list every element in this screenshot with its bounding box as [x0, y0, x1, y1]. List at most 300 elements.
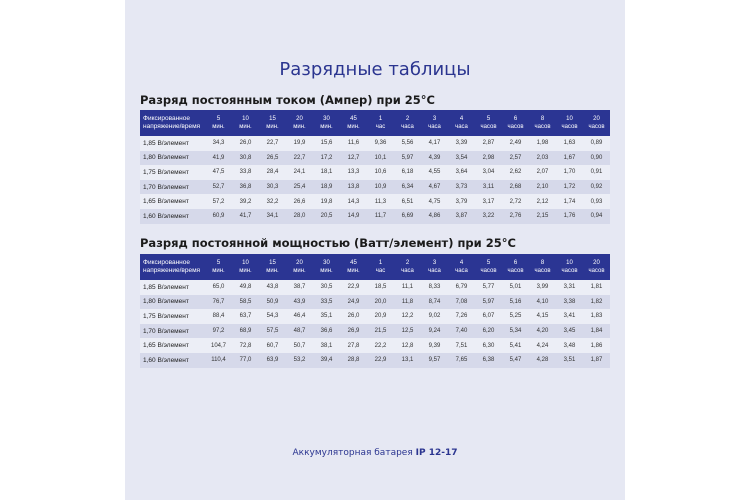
table-cell: 8,33 [421, 280, 448, 295]
table-cell: 50,7 [286, 338, 313, 353]
table-cell: 5,77 [475, 280, 502, 295]
table-cell: 2,57 [502, 151, 529, 166]
table-cell: 4,17 [421, 136, 448, 151]
column-header-value: 45 [350, 116, 357, 122]
table-cell: 35,1 [313, 309, 340, 324]
column-header [529, 110, 556, 136]
row-label: 1,60 В/элемент [140, 353, 205, 368]
table-cell: 7,26 [448, 309, 475, 324]
table-cell: 2,76 [502, 209, 529, 224]
column-header [448, 254, 475, 280]
column-header-unit: часов [507, 268, 524, 274]
table-cell: 4,24 [529, 338, 556, 353]
table-row [140, 338, 610, 353]
column-header-value: 8 [540, 260, 545, 266]
table-cell: 10,9 [367, 180, 394, 195]
row-label: 1,75 В/элемент [140, 165, 205, 180]
table-cell: 0,93 [583, 194, 610, 209]
table-cell: 3,38 [556, 295, 583, 310]
table-cell: 11,8 [394, 295, 421, 310]
column-header [448, 110, 475, 136]
table-cell: 3,99 [529, 280, 556, 295]
table-cell: 4,75 [421, 194, 448, 209]
column-header-unit: часов [480, 268, 497, 274]
column-header-unit: часа [428, 124, 441, 130]
column-header-value: 45 [350, 260, 357, 266]
column-header [394, 110, 421, 136]
table-cell: 11,7 [367, 209, 394, 224]
table-cell: 65,0 [205, 280, 232, 295]
table-cell: 47,5 [205, 165, 232, 180]
column-header-value: 30 [323, 116, 330, 122]
column-header-value: 4 [459, 116, 464, 122]
column-header-unit: часа [455, 268, 468, 274]
column-header [394, 254, 421, 280]
row-label: 1,80 В/элемент [140, 151, 205, 166]
column-header-value: 15 [269, 260, 276, 266]
table-cell: 0,89 [583, 136, 610, 151]
table-cell: 7,40 [448, 324, 475, 339]
table-cell: 2,98 [475, 151, 502, 166]
table-cell: 9,02 [421, 309, 448, 324]
column-header [421, 254, 448, 280]
column-header-value: 15 [269, 116, 276, 122]
table-row [140, 136, 610, 151]
row-label: 1,85 В/элемент [140, 280, 205, 295]
table-cell: 60,7 [259, 338, 286, 353]
table-cell: 34,1 [259, 209, 286, 224]
table-cell: 13,8 [340, 180, 367, 195]
column-header-unit: часов [561, 124, 578, 130]
table-cell: 63,9 [259, 353, 286, 368]
column-header-unit: мин. [239, 124, 252, 130]
table-cell: 9,57 [421, 353, 448, 368]
table-cell: 24,1 [286, 165, 313, 180]
column-header [556, 254, 583, 280]
table-cell: 3,73 [448, 180, 475, 195]
table-cell: 3,51 [556, 353, 583, 368]
table-cell: 10,1 [367, 151, 394, 166]
table-row [140, 165, 610, 180]
table-cell: 7,51 [448, 338, 475, 353]
column-header [421, 110, 448, 136]
table-cell: 7,08 [448, 295, 475, 310]
table-cell: 5,25 [502, 309, 529, 324]
column-header-value: 20 [296, 260, 303, 266]
table-cell: 25,4 [286, 180, 313, 195]
column-header [475, 254, 502, 280]
column-header-value: 3 [432, 260, 437, 266]
table-cell: 18,9 [313, 180, 340, 195]
table-cell: 6,79 [448, 280, 475, 295]
column-header [313, 254, 340, 280]
row-label: 1,60 В/элемент [140, 209, 205, 224]
table-cell: 3,31 [556, 280, 583, 295]
footer-text: Аккумуляторная батарея [292, 448, 413, 458]
table-cell: 68,9 [232, 324, 259, 339]
table-cell: 6,34 [394, 180, 421, 195]
table-cell: 20,5 [313, 209, 340, 224]
table-cell: 21,5 [367, 324, 394, 339]
table-cell: 43,9 [286, 295, 313, 310]
column-header [340, 110, 367, 136]
row-label: 1,65 В/элемент [140, 194, 205, 209]
column-header-value: 10 [566, 116, 573, 122]
table-cell: 1,86 [583, 338, 610, 353]
table-cell: 3,41 [556, 309, 583, 324]
table-cell: 49,8 [232, 280, 259, 295]
table-cell: 60,9 [205, 209, 232, 224]
table-cell: 4,67 [421, 180, 448, 195]
table-cell: 20,9 [367, 309, 394, 324]
table-cell: 26,0 [340, 309, 367, 324]
table-cell: 1,84 [583, 324, 610, 339]
column-header [475, 110, 502, 136]
column-header-value: 8 [540, 116, 545, 122]
table-cell: 11,6 [340, 136, 367, 151]
table-row [140, 295, 610, 310]
table-cell: 14,9 [340, 209, 367, 224]
table-cell: 30,8 [232, 151, 259, 166]
table-cell: 10,6 [367, 165, 394, 180]
row-label: 1,75 В/элемент [140, 309, 205, 324]
column-header-unit: часа [401, 268, 414, 274]
table-cell: 2,15 [529, 209, 556, 224]
column-header [313, 110, 340, 136]
table-cell: 12,2 [394, 309, 421, 324]
column-header-value: 1 [378, 260, 383, 266]
table-cell: 5,34 [502, 324, 529, 339]
table-cell: 2,03 [529, 151, 556, 166]
table-cell: 3,17 [475, 194, 502, 209]
column-header [286, 254, 313, 280]
table-cell: 50,9 [259, 295, 286, 310]
column-header-unit: мин. [347, 124, 360, 130]
table-cell: 1,70 [556, 165, 583, 180]
column-header [232, 254, 259, 280]
table-cell: 4,39 [421, 151, 448, 166]
table-cell: 5,56 [394, 136, 421, 151]
table-cell: 22,7 [286, 151, 313, 166]
current-discharge-table [140, 110, 610, 224]
power-discharge-table [140, 254, 610, 368]
table-cell: 3,48 [556, 338, 583, 353]
row-label: 1,65 В/элемент [140, 338, 205, 353]
table-cell: 12,5 [394, 324, 421, 339]
table-cell: 6,69 [394, 209, 421, 224]
column-header-unit: часов [480, 124, 497, 130]
column-header-unit: мин. [212, 268, 225, 274]
current-table-title: Разряд постоянным током (Ампер) при 25°C [140, 93, 435, 107]
column-header-unit: мин. [239, 268, 252, 274]
table-row [140, 151, 610, 166]
table-cell: 13,3 [340, 165, 367, 180]
column-header-unit: часов [534, 268, 551, 274]
table-cell: 0,92 [583, 180, 610, 195]
table-cell: 38,7 [286, 280, 313, 295]
column-header-unit: часов [534, 124, 551, 130]
column-header-value: 20 [593, 260, 600, 266]
column-header [583, 254, 610, 280]
table-cell: 26,5 [259, 151, 286, 166]
table-cell: 26,0 [232, 136, 259, 151]
column-header-unit: мин. [347, 268, 360, 274]
table-cell: 17,2 [313, 151, 340, 166]
table-cell: 33,8 [232, 165, 259, 180]
table-cell: 3,64 [448, 165, 475, 180]
table-cell: 1,83 [583, 309, 610, 324]
table-cell: 4,28 [529, 353, 556, 368]
column-header [340, 254, 367, 280]
column-header-unit: мин. [320, 268, 333, 274]
column-header [583, 110, 610, 136]
table-cell: 104,7 [205, 338, 232, 353]
column-header-unit: часов [588, 268, 605, 274]
column-header [259, 254, 286, 280]
table-cell: 36,6 [313, 324, 340, 339]
table-cell: 1,63 [556, 136, 583, 151]
column-header-value: 2 [405, 260, 410, 266]
column-header-value: 5 [486, 116, 491, 122]
table-cell: 1,72 [556, 180, 583, 195]
table-cell: 5,16 [502, 295, 529, 310]
table-cell: 19,8 [313, 194, 340, 209]
column-header-value: 4 [459, 260, 464, 266]
table-cell: 1,81 [583, 280, 610, 295]
column-header-value: 1 [378, 116, 383, 122]
column-header-value: 5 [216, 260, 221, 266]
column-header [232, 110, 259, 136]
table-cell: 41,9 [205, 151, 232, 166]
table-cell: 15,6 [313, 136, 340, 151]
table-cell: 57,5 [259, 324, 286, 339]
column-header-unit: мин. [266, 124, 279, 130]
column-header-unit: мин. [212, 124, 225, 130]
table-cell: 2,12 [529, 194, 556, 209]
table-cell: 3,87 [448, 209, 475, 224]
power-table-title: Разряд постоянной мощностью (Ватт/элемент) при 25°C [140, 236, 516, 250]
column-header-unit: мин. [293, 124, 306, 130]
column-header-unit: час [375, 124, 386, 130]
table-cell: 13,1 [394, 353, 421, 368]
table-cell: 3,39 [448, 136, 475, 151]
table-cell: 5,97 [475, 295, 502, 310]
table-row [140, 309, 610, 324]
table-cell: 4,86 [421, 209, 448, 224]
table-cell: 22,9 [367, 353, 394, 368]
table-cell: 58,5 [232, 295, 259, 310]
table-cell: 1,87 [583, 353, 610, 368]
table-cell: 6,18 [394, 165, 421, 180]
row-label: 1,70 В/элемент [140, 324, 205, 339]
column-header [502, 110, 529, 136]
column-header [205, 254, 232, 280]
table-cell: 9,24 [421, 324, 448, 339]
table-cell: 1,98 [529, 136, 556, 151]
table-cell: 11,3 [367, 194, 394, 209]
column-header-unit: часа [455, 124, 468, 130]
table-cell: 6,30 [475, 338, 502, 353]
table-cell: 30,5 [313, 280, 340, 295]
table-cell: 41,7 [232, 209, 259, 224]
table-row [140, 209, 610, 224]
header-first-column: Фиксированное напряжение/время [140, 254, 205, 280]
table-cell: 6,38 [475, 353, 502, 368]
column-header [205, 110, 232, 136]
column-header-unit: мин. [293, 268, 306, 274]
table-cell: 46,4 [286, 309, 313, 324]
content-panel [125, 0, 625, 500]
column-header [502, 254, 529, 280]
table-cell: 3,22 [475, 209, 502, 224]
column-header-value: 10 [566, 260, 573, 266]
table-cell: 9,39 [421, 338, 448, 353]
table-cell: 22,7 [259, 136, 286, 151]
table-cell: 5,01 [502, 280, 529, 295]
table-cell: 19,9 [286, 136, 313, 151]
column-header-unit: мин. [266, 268, 279, 274]
table-cell: 22,9 [340, 280, 367, 295]
table-cell: 72,8 [232, 338, 259, 353]
table-cell: 6,51 [394, 194, 421, 209]
column-header-value: 20 [296, 116, 303, 122]
table-cell: 12,8 [394, 338, 421, 353]
table-cell: 3,79 [448, 194, 475, 209]
table-cell: 1,67 [556, 151, 583, 166]
table-cell: 52,7 [205, 180, 232, 195]
table-cell: 4,20 [529, 324, 556, 339]
table-cell: 28,0 [286, 209, 313, 224]
table-cell: 57,2 [205, 194, 232, 209]
table-cell: 33,5 [313, 295, 340, 310]
row-label: 1,85 В/элемент [140, 136, 205, 151]
table-cell: 2,62 [502, 165, 529, 180]
column-header [367, 110, 394, 136]
table-cell: 0,91 [583, 165, 610, 180]
table-cell: 4,15 [529, 309, 556, 324]
table-cell: 11,1 [394, 280, 421, 295]
table-cell: 1,76 [556, 209, 583, 224]
table-cell: 63,7 [232, 309, 259, 324]
table-cell: 38,1 [313, 338, 340, 353]
table-cell: 28,8 [340, 353, 367, 368]
column-header-value: 3 [432, 116, 437, 122]
table-cell: 28,4 [259, 165, 286, 180]
column-header-unit: часов [588, 124, 605, 130]
table-cell: 20,0 [367, 295, 394, 310]
table-cell: 110,4 [205, 353, 232, 368]
table-cell: 14,3 [340, 194, 367, 209]
column-header-value: 10 [242, 116, 249, 122]
table-cell: 48,7 [286, 324, 313, 339]
table-cell: 0,94 [583, 209, 610, 224]
table-cell: 12,7 [340, 151, 367, 166]
table-cell: 88,4 [205, 309, 232, 324]
table-cell: 2,10 [529, 180, 556, 195]
table-cell: 3,04 [475, 165, 502, 180]
table-cell: 9,36 [367, 136, 394, 151]
column-header [367, 254, 394, 280]
table-cell: 5,47 [502, 353, 529, 368]
table-cell: 18,5 [367, 280, 394, 295]
table-cell: 22,2 [367, 338, 394, 353]
column-header [286, 110, 313, 136]
header-first-column: Фиксированное напряжение/время [140, 110, 205, 136]
table-cell: 54,3 [259, 309, 286, 324]
row-label: 1,80 В/элемент [140, 295, 205, 310]
column-header-value: 2 [405, 116, 410, 122]
column-header-unit: часа [401, 124, 414, 130]
column-header-unit: часа [428, 268, 441, 274]
table-cell: 97,2 [205, 324, 232, 339]
table-cell: 30,3 [259, 180, 286, 195]
table-cell: 8,74 [421, 295, 448, 310]
table-row [140, 353, 610, 368]
column-header [529, 254, 556, 280]
table-row [140, 194, 610, 209]
column-header-value: 30 [323, 260, 330, 266]
table-cell: 36,8 [232, 180, 259, 195]
table-cell: 39,2 [232, 194, 259, 209]
table-row [140, 180, 610, 195]
table-cell: 18,1 [313, 165, 340, 180]
table-cell: 27,8 [340, 338, 367, 353]
table-cell: 1,82 [583, 295, 610, 310]
table-cell: 1,74 [556, 194, 583, 209]
table-cell: 2,49 [502, 136, 529, 151]
table-cell: 24,9 [340, 295, 367, 310]
column-header [556, 110, 583, 136]
column-header [259, 110, 286, 136]
table-cell: 2,87 [475, 136, 502, 151]
table-row [140, 324, 610, 339]
table-cell: 2,68 [502, 180, 529, 195]
table-header-row [140, 110, 610, 136]
table-cell: 7,65 [448, 353, 475, 368]
column-header-value: 20 [593, 116, 600, 122]
row-label: 1,70 В/элемент [140, 180, 205, 195]
column-header-unit: час [375, 268, 386, 274]
table-cell: 6,20 [475, 324, 502, 339]
column-header-value: 5 [216, 116, 221, 122]
table-header-row [140, 254, 610, 280]
table-row [140, 280, 610, 295]
page-title: Разрядные таблицы [279, 59, 471, 80]
table-cell: 4,10 [529, 295, 556, 310]
table-cell: 32,2 [259, 194, 286, 209]
table-cell: 4,55 [421, 165, 448, 180]
column-header-unit: часов [561, 268, 578, 274]
column-header-value: 10 [242, 260, 249, 266]
table-cell: 5,41 [502, 338, 529, 353]
table-cell: 5,97 [394, 151, 421, 166]
table-cell: 0,90 [583, 151, 610, 166]
column-header-unit: часов [507, 124, 524, 130]
table-cell: 6,07 [475, 309, 502, 324]
table-cell: 43,8 [259, 280, 286, 295]
column-header-unit: мин. [320, 124, 333, 130]
table-cell: 2,07 [529, 165, 556, 180]
table-cell: 77,0 [232, 353, 259, 368]
table-cell: 2,72 [502, 194, 529, 209]
table-cell: 3,45 [556, 324, 583, 339]
column-header-value: 5 [486, 260, 491, 266]
table-cell: 53,2 [286, 353, 313, 368]
column-header-value: 6 [513, 116, 518, 122]
table-cell: 26,9 [340, 324, 367, 339]
table-cell: 34,3 [205, 136, 232, 151]
column-header-value: 6 [513, 260, 518, 266]
